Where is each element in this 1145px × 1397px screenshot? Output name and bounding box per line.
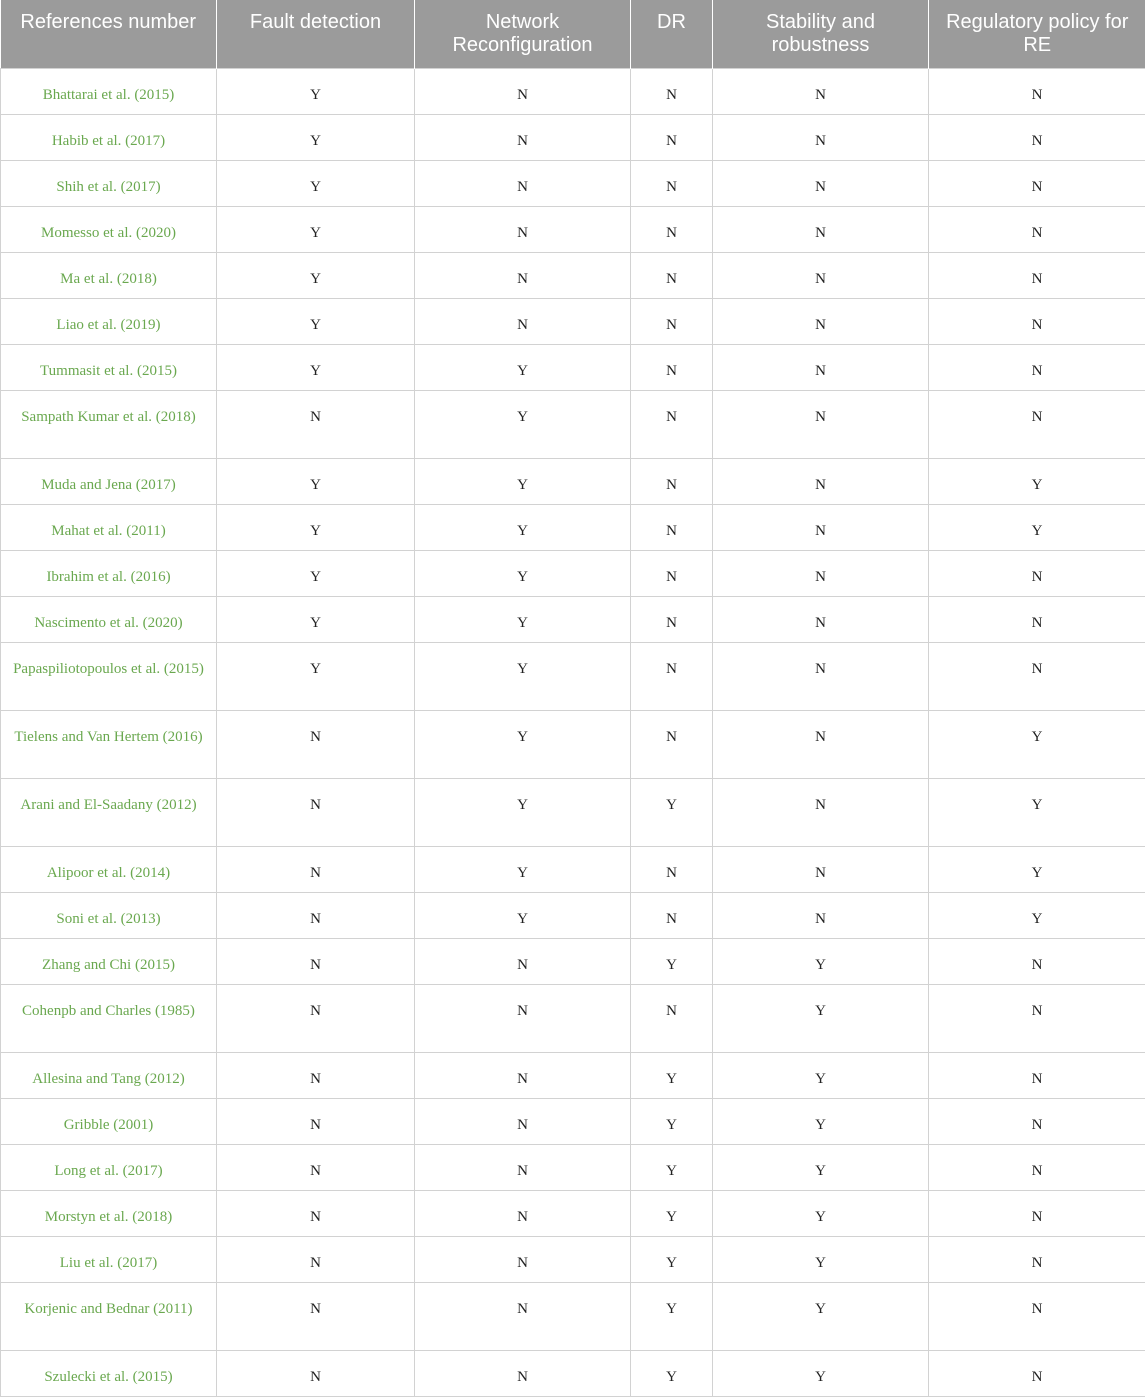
cell-stability-robustness: N: [713, 596, 929, 642]
cell-dr: N: [631, 68, 713, 114]
cell-regulatory-policy: Y: [929, 846, 1145, 892]
cell-fault-detection: Y: [217, 114, 415, 160]
cell-network-reconfiguration: Y: [415, 458, 631, 504]
cell-network-reconfiguration: Y: [415, 892, 631, 938]
table-row: [1, 550, 1145, 596]
cell-fault-detection: N: [217, 1144, 415, 1190]
cell-dr: Y: [631, 1190, 713, 1236]
reference-link[interactable]: Liao et al. (2019): [1, 298, 217, 344]
table-row: [1, 68, 1145, 114]
reference-link[interactable]: Liu et al. (2017): [1, 1236, 217, 1282]
reference-link[interactable]: Tummasit et al. (2015): [1, 344, 217, 390]
cell-network-reconfiguration: N: [415, 1052, 631, 1098]
cell-dr: Y: [631, 1144, 713, 1190]
reference-link[interactable]: Bhattarai et al. (2015): [1, 68, 217, 114]
cell-network-reconfiguration: Y: [415, 390, 631, 458]
cell-fault-detection: N: [217, 710, 415, 778]
cell-regulatory-policy: N: [929, 206, 1145, 252]
reference-link[interactable]: Zhang and Chi (2015): [1, 938, 217, 984]
cell-fault-detection: N: [217, 846, 415, 892]
cell-dr: N: [631, 710, 713, 778]
cell-network-reconfiguration: N: [415, 160, 631, 206]
cell-network-reconfiguration: N: [415, 1190, 631, 1236]
cell-dr: N: [631, 892, 713, 938]
cell-stability-robustness: N: [713, 344, 929, 390]
table-row: [1, 1236, 1145, 1282]
reference-link[interactable]: Sampath Kumar et al. (2018): [1, 390, 217, 458]
table-row: [1, 938, 1145, 984]
cell-dr: N: [631, 114, 713, 160]
cell-fault-detection: Y: [217, 504, 415, 550]
cell-stability-robustness: Y: [713, 984, 929, 1052]
cell-regulatory-policy: Y: [929, 892, 1145, 938]
reference-link[interactable]: Korjenic and Bednar (2011): [1, 1282, 217, 1350]
reference-link[interactable]: Ibrahim et al. (2016): [1, 550, 217, 596]
cell-dr: N: [631, 642, 713, 710]
header-dr: DR: [631, 0, 713, 68]
cell-regulatory-policy: N: [929, 1190, 1145, 1236]
cell-dr: N: [631, 458, 713, 504]
table-row: [1, 1144, 1145, 1190]
cell-regulatory-policy: Y: [929, 504, 1145, 550]
reference-link[interactable]: Muda and Jena (2017): [1, 458, 217, 504]
cell-stability-robustness: Y: [713, 1052, 929, 1098]
header-references-number: References number: [1, 0, 217, 68]
cell-regulatory-policy: Y: [929, 710, 1145, 778]
cell-dr: N: [631, 344, 713, 390]
cell-regulatory-policy: Y: [929, 778, 1145, 846]
cell-regulatory-policy: N: [929, 1282, 1145, 1350]
table-row: [1, 206, 1145, 252]
cell-network-reconfiguration: Y: [415, 642, 631, 710]
cell-stability-robustness: N: [713, 504, 929, 550]
table-row: [1, 710, 1145, 778]
cell-dr: Y: [631, 1282, 713, 1350]
cell-fault-detection: N: [217, 1052, 415, 1098]
cell-fault-detection: Y: [217, 252, 415, 298]
cell-dr: N: [631, 390, 713, 458]
cell-dr: Y: [631, 1052, 713, 1098]
cell-network-reconfiguration: N: [415, 252, 631, 298]
cell-fault-detection: N: [217, 1098, 415, 1144]
cell-regulatory-policy: N: [929, 390, 1145, 458]
cell-dr: Y: [631, 778, 713, 846]
table-header: [1, 0, 1145, 68]
table-row: [1, 642, 1145, 710]
cell-fault-detection: N: [217, 778, 415, 846]
reference-link[interactable]: Momesso et al. (2020): [1, 206, 217, 252]
cell-dr: Y: [631, 1350, 713, 1396]
cell-network-reconfiguration: Y: [415, 504, 631, 550]
cell-network-reconfiguration: N: [415, 938, 631, 984]
table-row: [1, 252, 1145, 298]
cell-stability-robustness: N: [713, 458, 929, 504]
table-row: [1, 596, 1145, 642]
table-row: [1, 160, 1145, 206]
cell-fault-detection: Y: [217, 160, 415, 206]
reference-link[interactable]: Soni et al. (2013): [1, 892, 217, 938]
cell-regulatory-policy: N: [929, 938, 1145, 984]
cell-fault-detection: Y: [217, 344, 415, 390]
table-row: [1, 114, 1145, 160]
cell-stability-robustness: N: [713, 846, 929, 892]
table-row: [1, 298, 1145, 344]
table-row: [1, 344, 1145, 390]
cell-stability-robustness: N: [713, 298, 929, 344]
cell-network-reconfiguration: N: [415, 298, 631, 344]
cell-regulatory-policy: N: [929, 984, 1145, 1052]
reference-link[interactable]: Mahat et al. (2011): [1, 504, 217, 550]
cell-dr: Y: [631, 938, 713, 984]
cell-network-reconfiguration: N: [415, 984, 631, 1052]
cell-network-reconfiguration: N: [415, 114, 631, 160]
cell-dr: N: [631, 846, 713, 892]
table-body: [1, 68, 1145, 1396]
cell-fault-detection: Y: [217, 642, 415, 710]
cell-stability-robustness: N: [713, 892, 929, 938]
reference-link[interactable]: Allesina and Tang (2012): [1, 1052, 217, 1098]
cell-fault-detection: Y: [217, 68, 415, 114]
cell-regulatory-policy: N: [929, 160, 1145, 206]
cell-fault-detection: Y: [217, 596, 415, 642]
table-row: [1, 892, 1145, 938]
cell-network-reconfiguration: N: [415, 1236, 631, 1282]
cell-stability-robustness: Y: [713, 1190, 929, 1236]
header-regulatory-policy: Regulatory policy for RE: [929, 0, 1145, 68]
cell-dr: N: [631, 504, 713, 550]
cell-stability-robustness: Y: [713, 1236, 929, 1282]
cell-fault-detection: N: [217, 1282, 415, 1350]
cell-regulatory-policy: N: [929, 1144, 1145, 1190]
cell-regulatory-policy: N: [929, 252, 1145, 298]
reference-link[interactable]: Ma et al. (2018): [1, 252, 217, 298]
cell-regulatory-policy: N: [929, 1350, 1145, 1396]
cell-regulatory-policy: N: [929, 114, 1145, 160]
reference-link[interactable]: Morstyn et al. (2018): [1, 1190, 217, 1236]
cell-stability-robustness: Y: [713, 1098, 929, 1144]
cell-dr: Y: [631, 1098, 713, 1144]
reference-link[interactable]: Nascimento et al. (2020): [1, 596, 217, 642]
table-row: [1, 846, 1145, 892]
cell-stability-robustness: Y: [713, 1282, 929, 1350]
cell-network-reconfiguration: N: [415, 1282, 631, 1350]
cell-fault-detection: Y: [217, 206, 415, 252]
cell-fault-detection: Y: [217, 458, 415, 504]
reference-link[interactable]: Gribble (2001): [1, 1098, 217, 1144]
table-row: [1, 1350, 1145, 1396]
cell-stability-robustness: N: [713, 160, 929, 206]
reference-link[interactable]: Shih et al. (2017): [1, 160, 217, 206]
cell-network-reconfiguration: Y: [415, 778, 631, 846]
cell-stability-robustness: N: [713, 390, 929, 458]
table-row: [1, 1282, 1145, 1350]
cell-network-reconfiguration: N: [415, 206, 631, 252]
cell-regulatory-policy: N: [929, 344, 1145, 390]
cell-stability-robustness: N: [713, 778, 929, 846]
reference-link[interactable]: Tielens and Van Hertem (2016): [1, 710, 217, 778]
cell-stability-robustness: N: [713, 68, 929, 114]
cell-stability-robustness: N: [713, 550, 929, 596]
cell-stability-robustness: Y: [713, 1144, 929, 1190]
cell-network-reconfiguration: Y: [415, 596, 631, 642]
cell-regulatory-policy: N: [929, 642, 1145, 710]
table-row: [1, 1052, 1145, 1098]
table-row: [1, 1098, 1145, 1144]
cell-network-reconfiguration: N: [415, 1144, 631, 1190]
cell-stability-robustness: Y: [713, 938, 929, 984]
reference-link[interactable]: Habib et al. (2017): [1, 114, 217, 160]
header-network-reconfiguration: Network Reconfiguration: [415, 0, 631, 68]
reference-link[interactable]: Arani and El-Saadany (2012): [1, 778, 217, 846]
cell-regulatory-policy: N: [929, 1098, 1145, 1144]
cell-network-reconfiguration: Y: [415, 344, 631, 390]
cell-regulatory-policy: Y: [929, 458, 1145, 504]
cell-dr: N: [631, 206, 713, 252]
cell-dr: N: [631, 984, 713, 1052]
cell-stability-robustness: N: [713, 206, 929, 252]
cell-regulatory-policy: N: [929, 550, 1145, 596]
cell-dr: N: [631, 298, 713, 344]
cell-regulatory-policy: N: [929, 1236, 1145, 1282]
table-row: [1, 984, 1145, 1052]
cell-regulatory-policy: N: [929, 298, 1145, 344]
cell-dr: Y: [631, 1236, 713, 1282]
reference-link[interactable]: Alipoor et al. (2014): [1, 846, 217, 892]
cell-stability-robustness: Y: [713, 1350, 929, 1396]
cell-fault-detection: N: [217, 1350, 415, 1396]
reference-link[interactable]: Papaspiliotopoulos et al. (2015): [1, 642, 217, 710]
table-row: [1, 458, 1145, 504]
cell-network-reconfiguration: Y: [415, 550, 631, 596]
cell-stability-robustness: N: [713, 252, 929, 298]
reference-link[interactable]: Szulecki et al. (2015): [1, 1350, 217, 1396]
cell-network-reconfiguration: N: [415, 1098, 631, 1144]
table-row: [1, 504, 1145, 550]
cell-fault-detection: Y: [217, 298, 415, 344]
cell-fault-detection: Y: [217, 550, 415, 596]
cell-stability-robustness: N: [713, 114, 929, 160]
cell-fault-detection: N: [217, 938, 415, 984]
cell-regulatory-policy: N: [929, 1052, 1145, 1098]
cell-fault-detection: N: [217, 1190, 415, 1236]
table-row: [1, 778, 1145, 846]
cell-fault-detection: N: [217, 984, 415, 1052]
cell-network-reconfiguration: N: [415, 68, 631, 114]
header-fault-detection: Fault detection: [217, 0, 415, 68]
cell-network-reconfiguration: Y: [415, 710, 631, 778]
cell-stability-robustness: N: [713, 710, 929, 778]
cell-fault-detection: N: [217, 1236, 415, 1282]
reference-link[interactable]: Long et al. (2017): [1, 1144, 217, 1190]
cell-dr: N: [631, 550, 713, 596]
cell-network-reconfiguration: N: [415, 1350, 631, 1396]
header-row: [1, 0, 1145, 68]
table-row: [1, 390, 1145, 458]
reference-link[interactable]: Cohenpb and Charles (1985): [1, 984, 217, 1052]
table-row: [1, 1190, 1145, 1236]
cell-regulatory-policy: N: [929, 68, 1145, 114]
cell-dr: N: [631, 160, 713, 206]
cell-regulatory-policy: N: [929, 596, 1145, 642]
cell-network-reconfiguration: Y: [415, 846, 631, 892]
cell-fault-detection: N: [217, 892, 415, 938]
cell-dr: N: [631, 252, 713, 298]
cell-stability-robustness: N: [713, 642, 929, 710]
cell-dr: N: [631, 596, 713, 642]
header-stability-robustness: Stability and robustness: [713, 0, 929, 68]
cell-fault-detection: N: [217, 390, 415, 458]
